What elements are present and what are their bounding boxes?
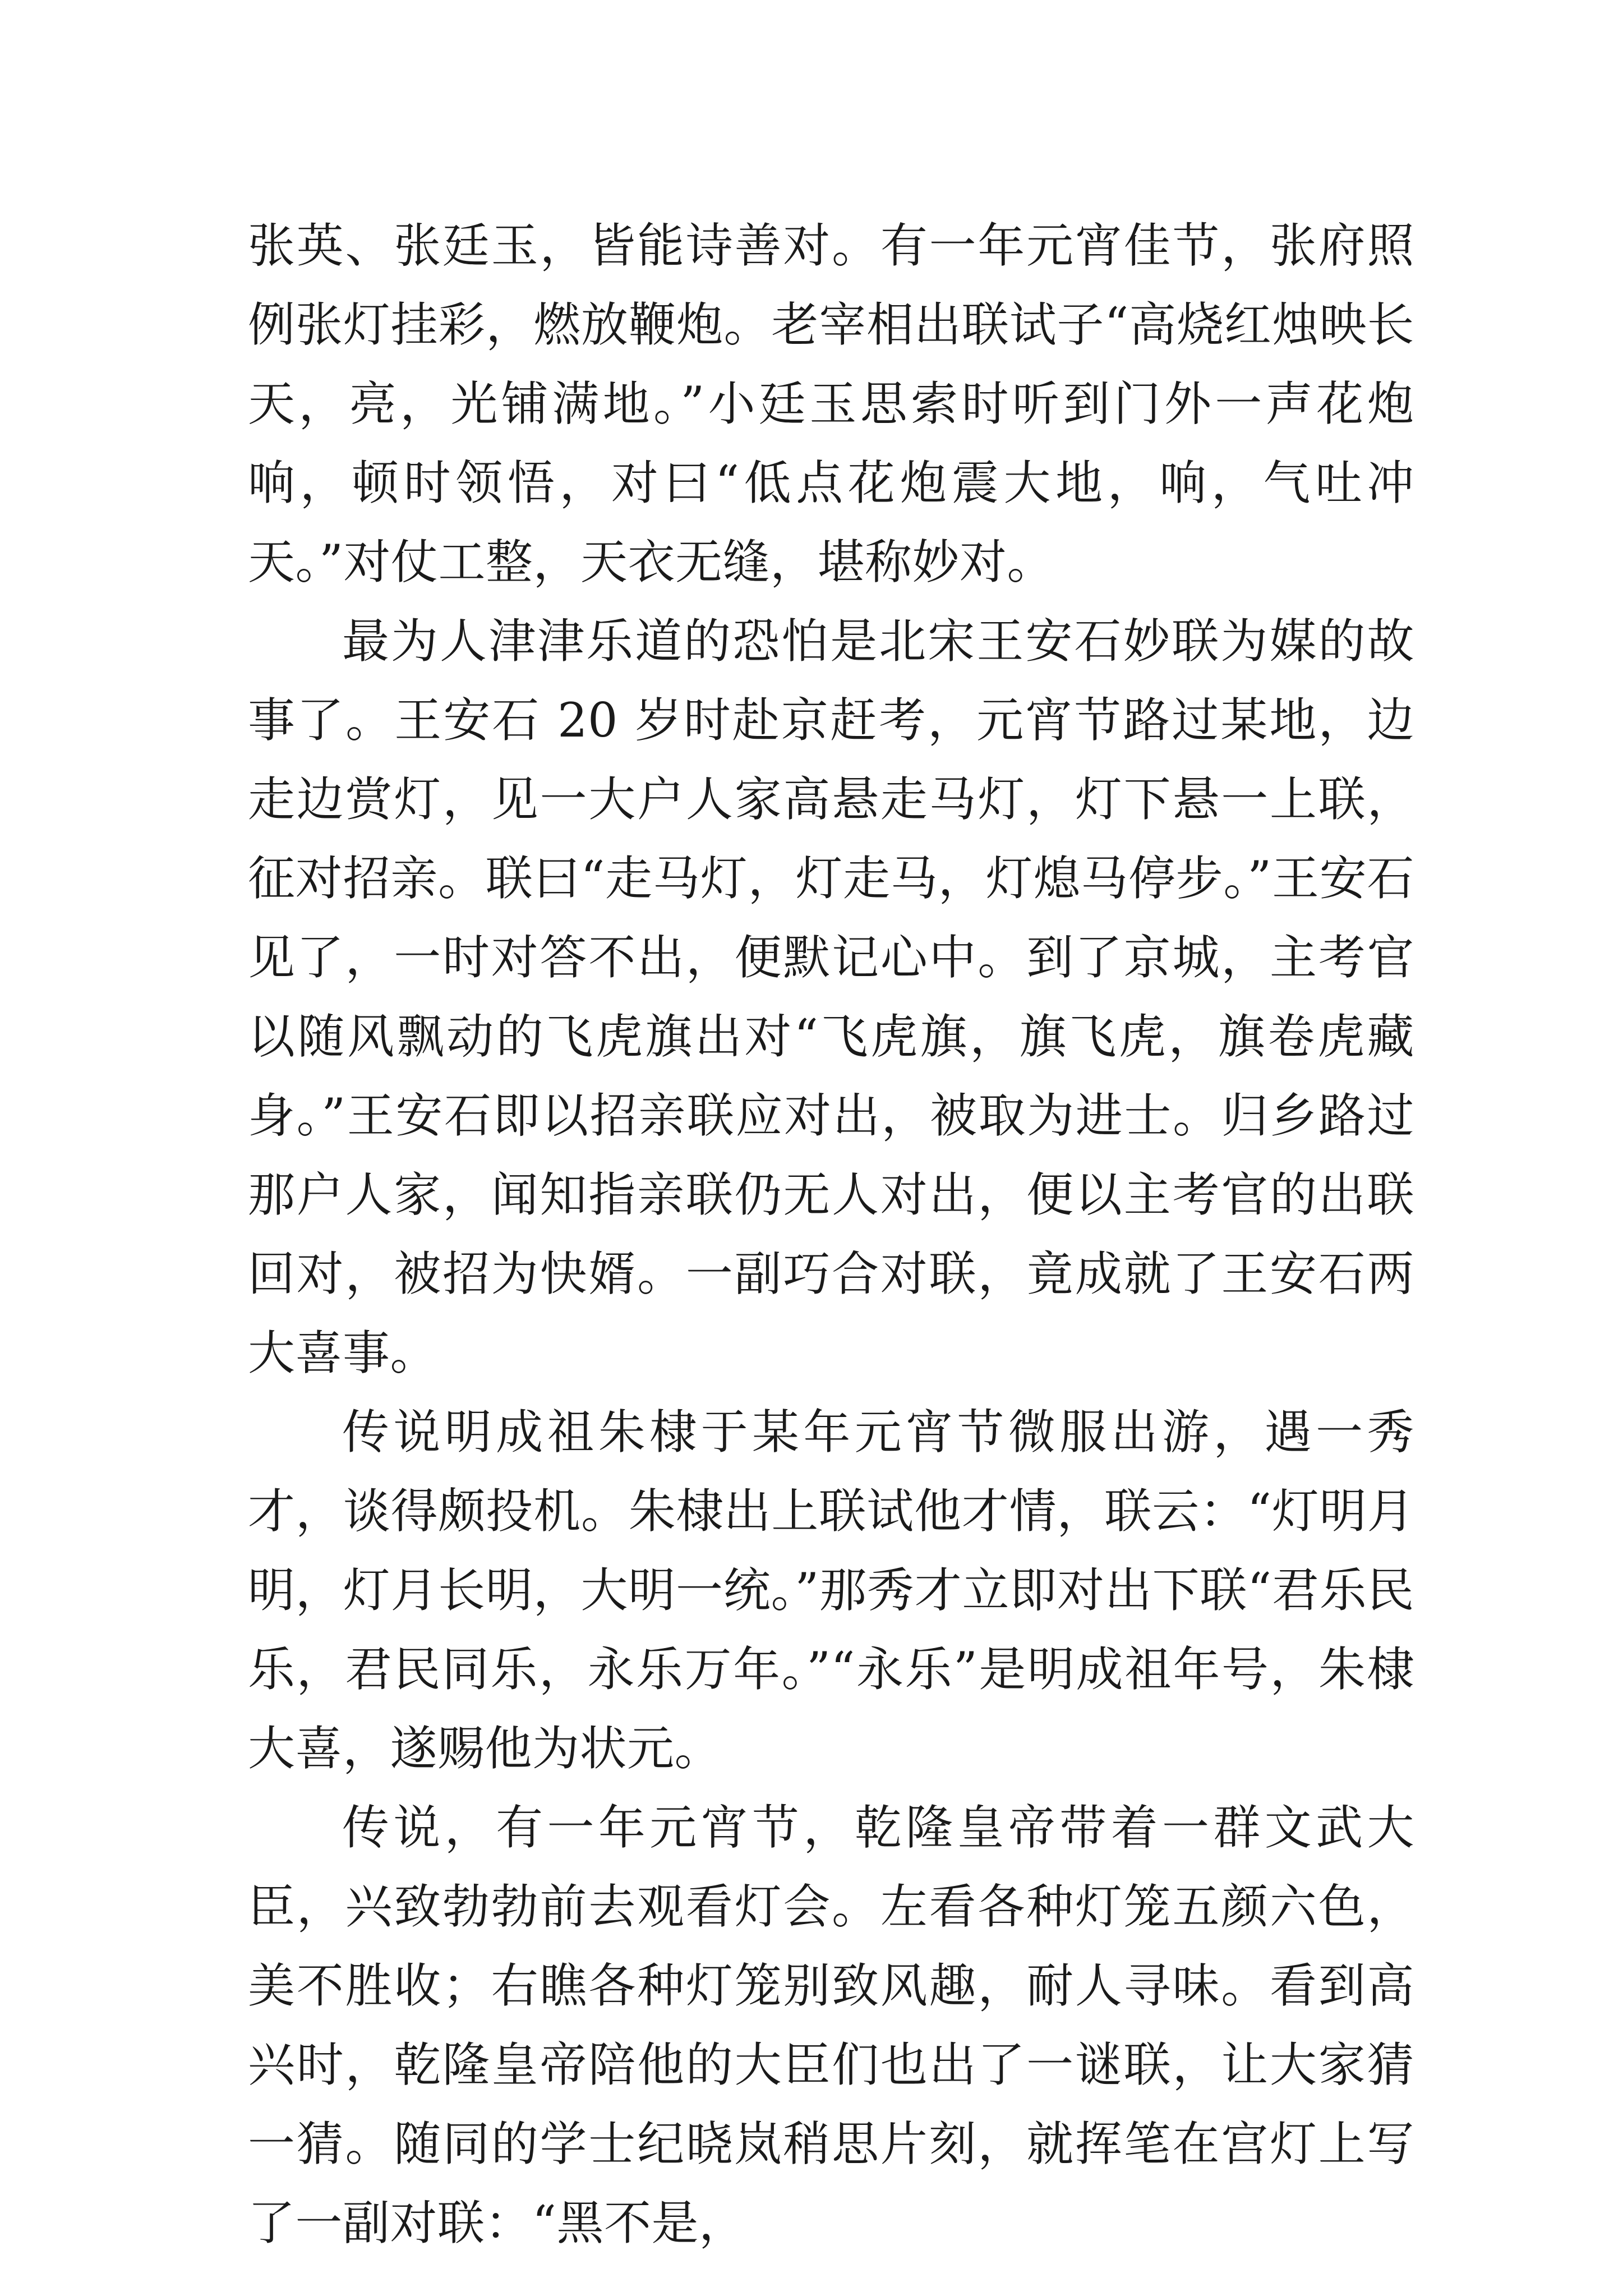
paragraph-2: 最为人津津乐道的恐怕是北宋王安石妙联为媒的故事了。王安石 20 岁时赴京赶考，元宵节路过某地，边走边赏灯，见一大户人家高悬走马灯，灯下悬一上联，征对招亲。联曰“走马灯，灯走马，灯熄马停步。”王安石见了，一时对答不出，便默记心中。到了京城，主考官以随风飘动的飞虎旗出对“飞虎旗，旗飞虎，旗卷虎藏身。”王安石即以招亲联应对出，被取为进士。归乡路过那户人家，闻知指亲联仍无人对出，便以主考官的出联回对，被招为快婿。一副巧合对联，竟成就了王安石两大喜事。 (248, 614, 1414, 1381)
body-text (248, 206, 1414, 2263)
paragraph-3: 传说明成祖朱棣于某年元宵节微服出游，遇一秀才，谈得颇投机。朱棣出上联试他才情，联云：“灯明月明，灯月长明，大明一统。”那秀才立即对出下联“君乐民乐，君民同乐，永乐万年。”“永乐”是明成祖年号，朱棣大喜，遂赐他为状元。 (248, 1405, 1414, 1776)
paragraph-1: 张英、张廷玉，皆能诗善对。有一年元宵佳节，张府照例张灯挂彩，燃放鞭炮。老宰相出联试子“高烧红烛映长天，亮，光铺满地。”小廷玉思索时听到门外一声花炮响，顿时领悟，对曰“低点花炮震大地，响，气吐冲天。”对仗工整，天衣无缝，堪称妙对。 (248, 218, 1414, 590)
paragraph-4: 传说，有一年元宵节，乾隆皇帝带着一群文武大臣，兴致勃勃前去观看灯会。左看各种灯笼五颜六色，美不胜收；右瞧各种灯笼别致风趣，耐人寻味。看到高兴时，乾隆皇帝陪他的大臣们也出了一谜联，让大家猜一猜。随同的学士纪晓岚稍思片刻，就挥笔在宫灯上写了一副对联：“黑不是， (248, 1800, 1414, 2251)
